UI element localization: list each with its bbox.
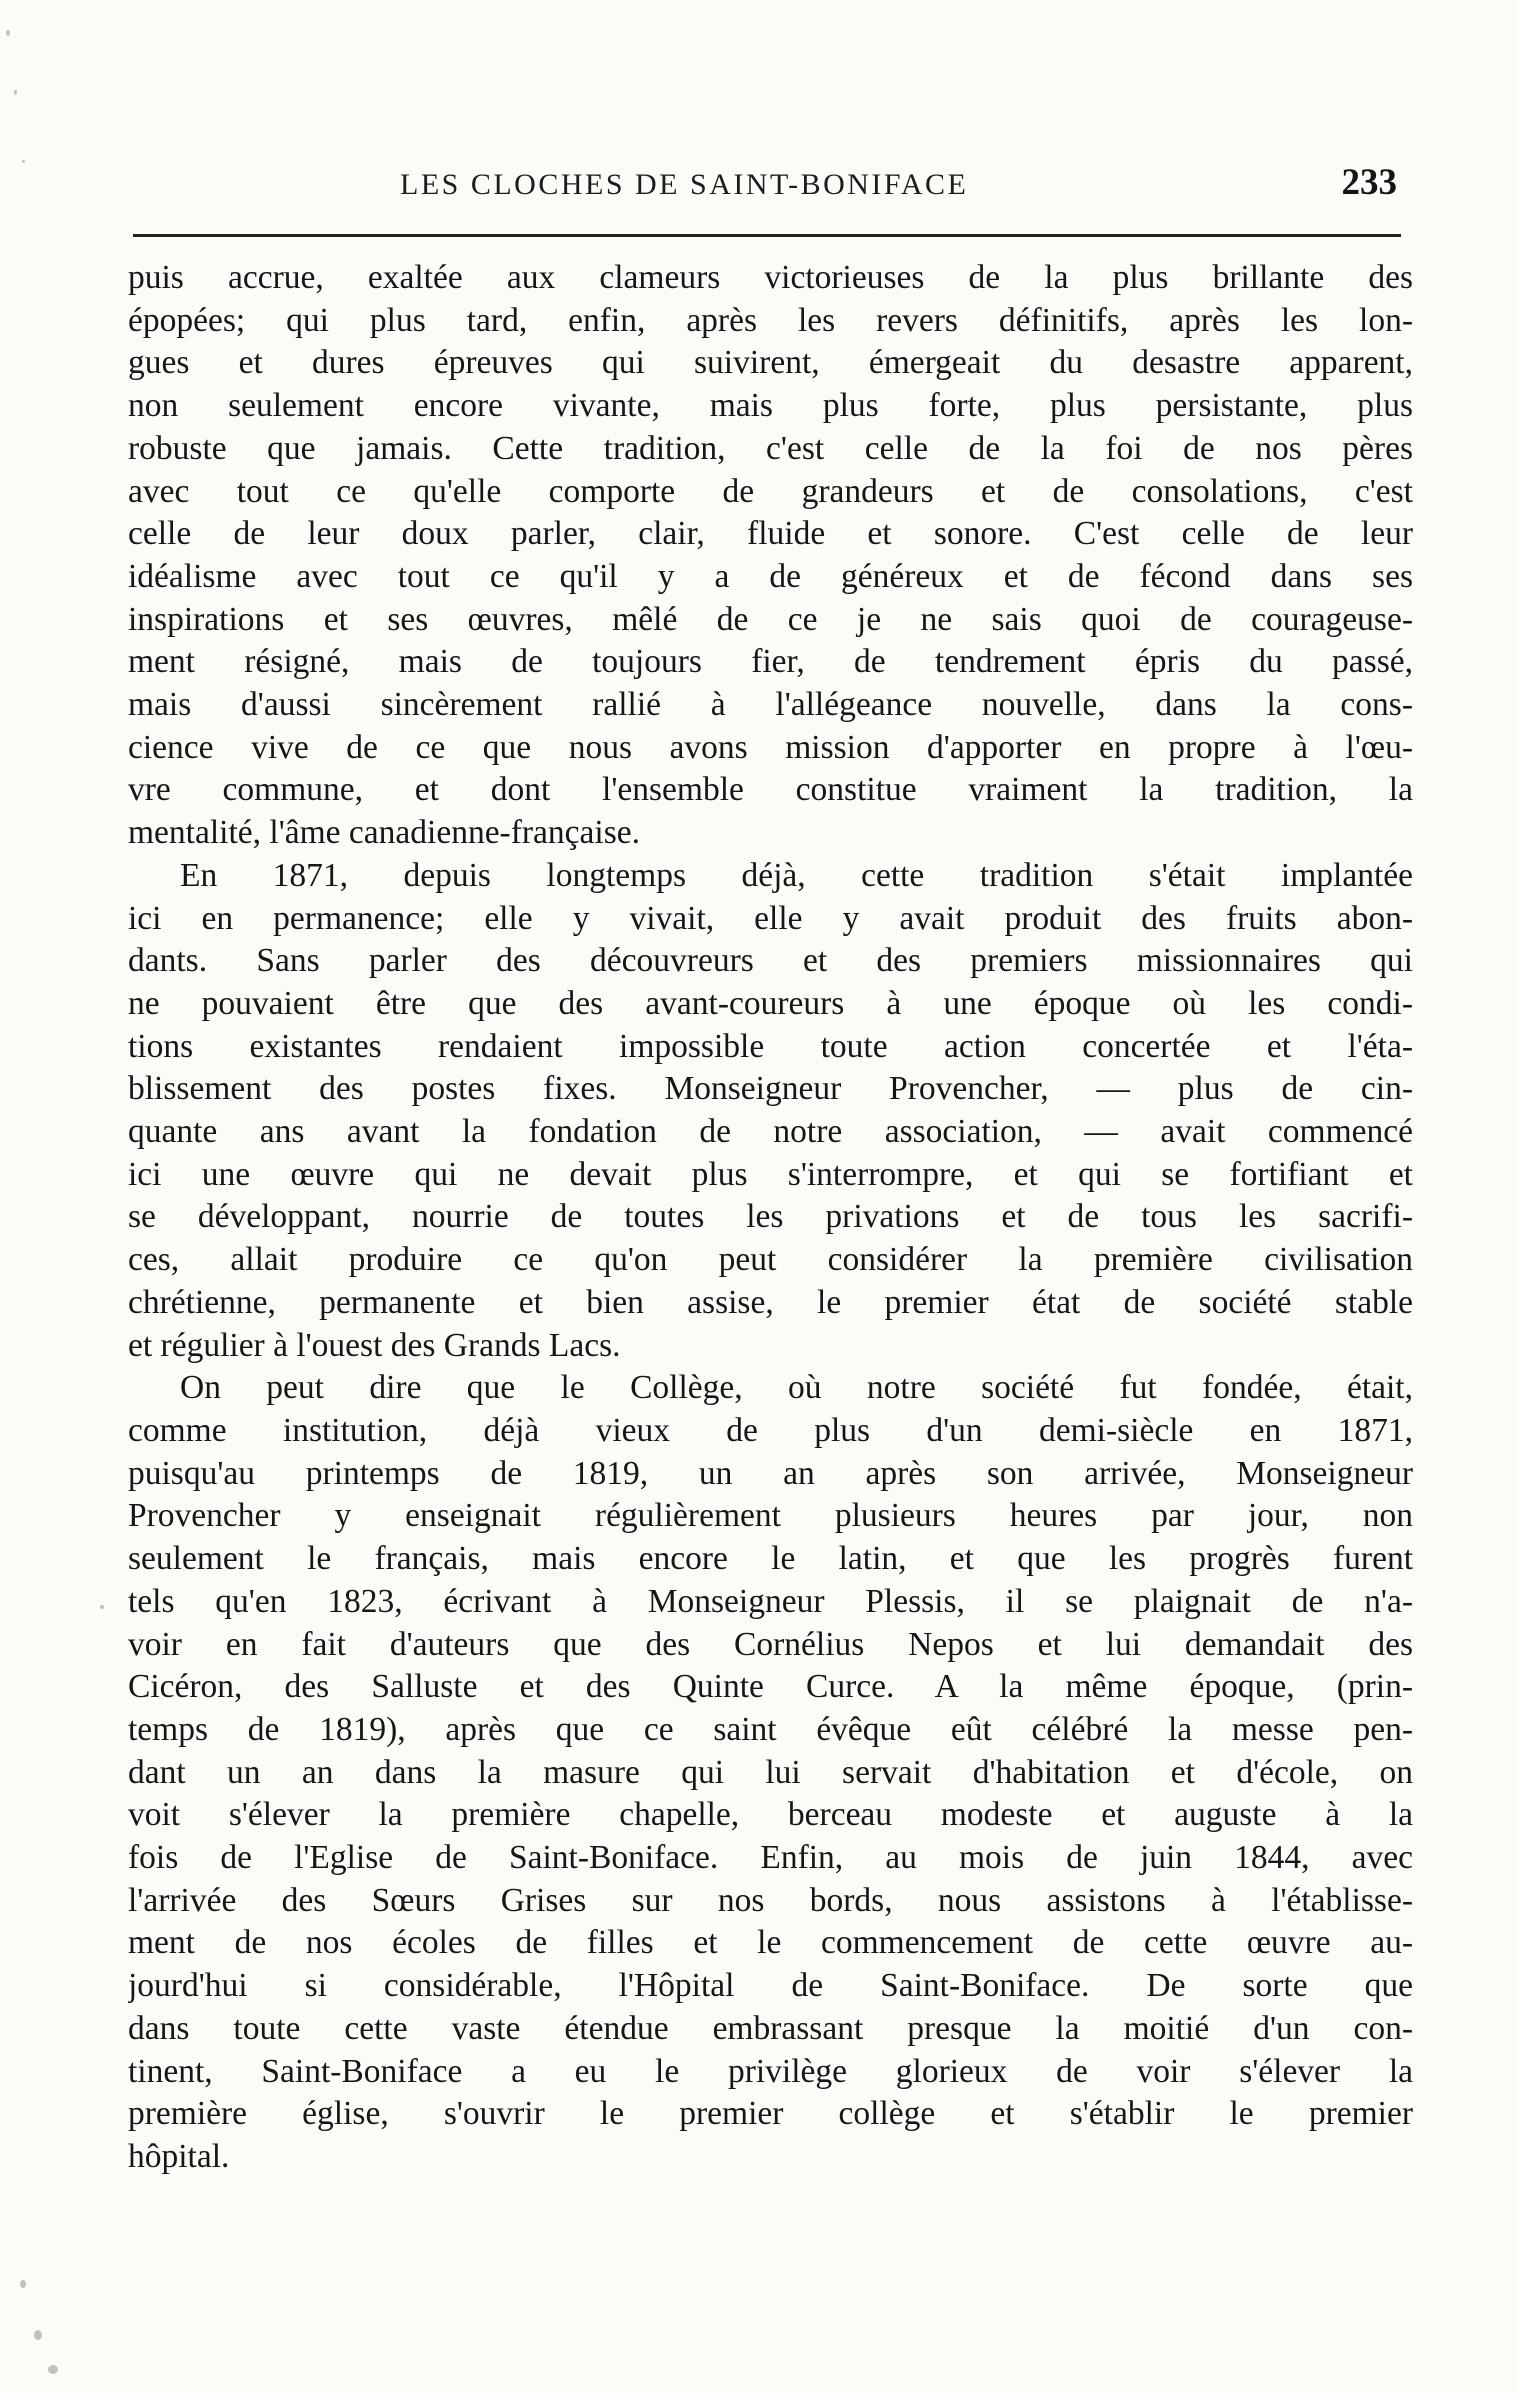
header-rule [133, 234, 1401, 237]
text-line: cience vive de ce que nous avons mission d'apporter en propre à l'œu- [128, 728, 1413, 766]
text-line: se développant, nourrie de toutes les privations et de tous les sacrifi- [128, 1198, 1413, 1236]
text-line: blissement des postes fixes. Monseigneur Provencher, — plus de cin- [128, 1070, 1413, 1108]
text-line: puis accrue, exaltée aux clameurs victorieuses de la plus brillante des [128, 259, 1413, 296]
text-line: dants. Sans parler des découvreurs et des premiers missionnaires qui [128, 942, 1413, 980]
text-line: puisqu'au printemps de 1819, un an après son arrivée, Monseigneur [128, 1454, 1413, 1492]
page-number: 233 [1341, 162, 1397, 203]
text-line: seulement le français, mais encore le latin, et que les progrès furent [128, 1540, 1413, 1578]
scan-speck [14, 90, 17, 95]
text-line: gues et dures épreuves qui suivirent, émergeait du desastre apparent, [128, 344, 1413, 382]
text-line: temps de 1819), après que ce saint évêque eût célébré la messe pen- [128, 1710, 1413, 1748]
text-line: épopées; qui plus tard, enfin, après les revers définitifs, après les lon- [128, 301, 1413, 339]
text-line: idéalisme avec tout ce qu'il y a de généreux et de fécond dans ses [128, 557, 1413, 595]
text-line: ces, allait produire ce qu'on peut considérer la première civilisation [128, 1241, 1413, 1279]
paragraph-3 [128, 1367, 1413, 2178]
text-line: On peut dire que le Collège, où notre société fut fondée, était, [180, 1369, 1413, 1407]
text-line: non seulement encore vivante, mais plus forte, plus persistante, plus [128, 387, 1413, 425]
text-line: En 1871, depuis longtemps déjà, cette tradition s'était implantée [180, 856, 1413, 894]
scan-speck [100, 1605, 104, 1609]
text-line: tinent, Saint-Boniface a eu le privilège glorieux de voir s'élever la [128, 2052, 1413, 2090]
scan-speck [20, 2280, 26, 2288]
text-line: ment résigné, mais de toujours fier, de tendrement épris du passé, [128, 643, 1413, 681]
scan-speck [48, 2365, 58, 2374]
text-line: vre commune, et dont l'ensemble constitue vraiment la tradition, la [128, 771, 1413, 809]
text-line: dant un an dans la masure qui lui servait d'habitation et d'école, on [128, 1753, 1413, 1791]
text-line: mais d'aussi sincèrement rallié à l'allégeance nouvelle, dans la cons- [128, 686, 1413, 724]
paragraph-1 [128, 257, 1413, 855]
text-line: mentalité, l'âme canadienne-française. [128, 814, 640, 852]
text-line: voit s'élever la première chapelle, berceau modeste et auguste à la [128, 1796, 1413, 1834]
text-line: jourd'hui si considérable, l'Hôpital de Saint-Boniface. De sorte que [128, 1967, 1413, 2005]
text-line: robuste que jamais. Cette tradition, c'est celle de la foi de nos pères [128, 429, 1413, 467]
scan-speck [22, 160, 25, 163]
text-line: l'arrivée des Sœurs Grises sur nos bords, nous assistons à l'établisse- [128, 1881, 1413, 1919]
text-line: Provencher y enseignait régulièrement plusieurs heures par jour, non [128, 1497, 1413, 1535]
scan-speck [6, 30, 10, 36]
paragraph-2 [128, 855, 1413, 1367]
text-line: tions existantes rendaient impossible toute action concertée et l'éta- [128, 1027, 1413, 1065]
text-line: Cicéron, des Salluste et des Quinte Curce. A la même époque, (prin- [128, 1668, 1413, 1706]
text-line: ici une œuvre qui ne devait plus s'interrompre, et qui se fortifiant et [128, 1155, 1413, 1193]
text-line: inspirations et ses œuvres, mêlé de ce je ne sais quoi de courageuse- [128, 600, 1413, 638]
text-line: ne pouvaient être que des avant-coureurs à une époque où les condi- [128, 984, 1413, 1022]
text-line: chrétienne, permanente et bien assise, le premier état de société stable [128, 1283, 1413, 1321]
text-line: celle de leur doux parler, clair, fluide et sonore. C'est celle de leur [128, 515, 1413, 553]
running-title: LES CLOCHES DE SAINT-BONIFACE [400, 168, 969, 201]
running-header [130, 162, 1405, 218]
scan-speck [34, 2330, 42, 2340]
text-line: première église, s'ouvrir le premier collège et s'établir le premier [128, 2095, 1413, 2133]
text-line: ici en permanence; elle y vivait, elle y avait produit des fruits abon- [128, 899, 1413, 937]
text-line: quante ans avant la fondation de notre association, — avait commencé [128, 1113, 1413, 1151]
body-text [128, 257, 1413, 2179]
text-line: dans toute cette vaste étendue embrassant presque la moitié d'un con- [128, 2009, 1413, 2047]
text-line: et régulier à l'ouest des Grands Lacs. [128, 1326, 621, 1364]
text-line: ment de nos écoles de filles et le commencement de cette œuvre au- [128, 1924, 1413, 1962]
text-line: avec tout ce qu'elle comporte de grandeurs et de consolations, c'est [128, 472, 1413, 510]
text-line: comme institution, déjà vieux de plus d'un demi-siècle en 1871, [128, 1411, 1413, 1449]
text-line: tels qu'en 1823, écrivant à Monseigneur Plessis, il se plaignait de n'a- [128, 1582, 1413, 1620]
text-line: hôpital. [128, 2137, 230, 2175]
text-line: fois de l'Eglise de Saint-Boniface. Enfin, au mois de juin 1844, avec [128, 1839, 1413, 1877]
text-line: voir en fait d'auteurs que des Cornélius Nepos et lui demandait des [128, 1625, 1413, 1663]
